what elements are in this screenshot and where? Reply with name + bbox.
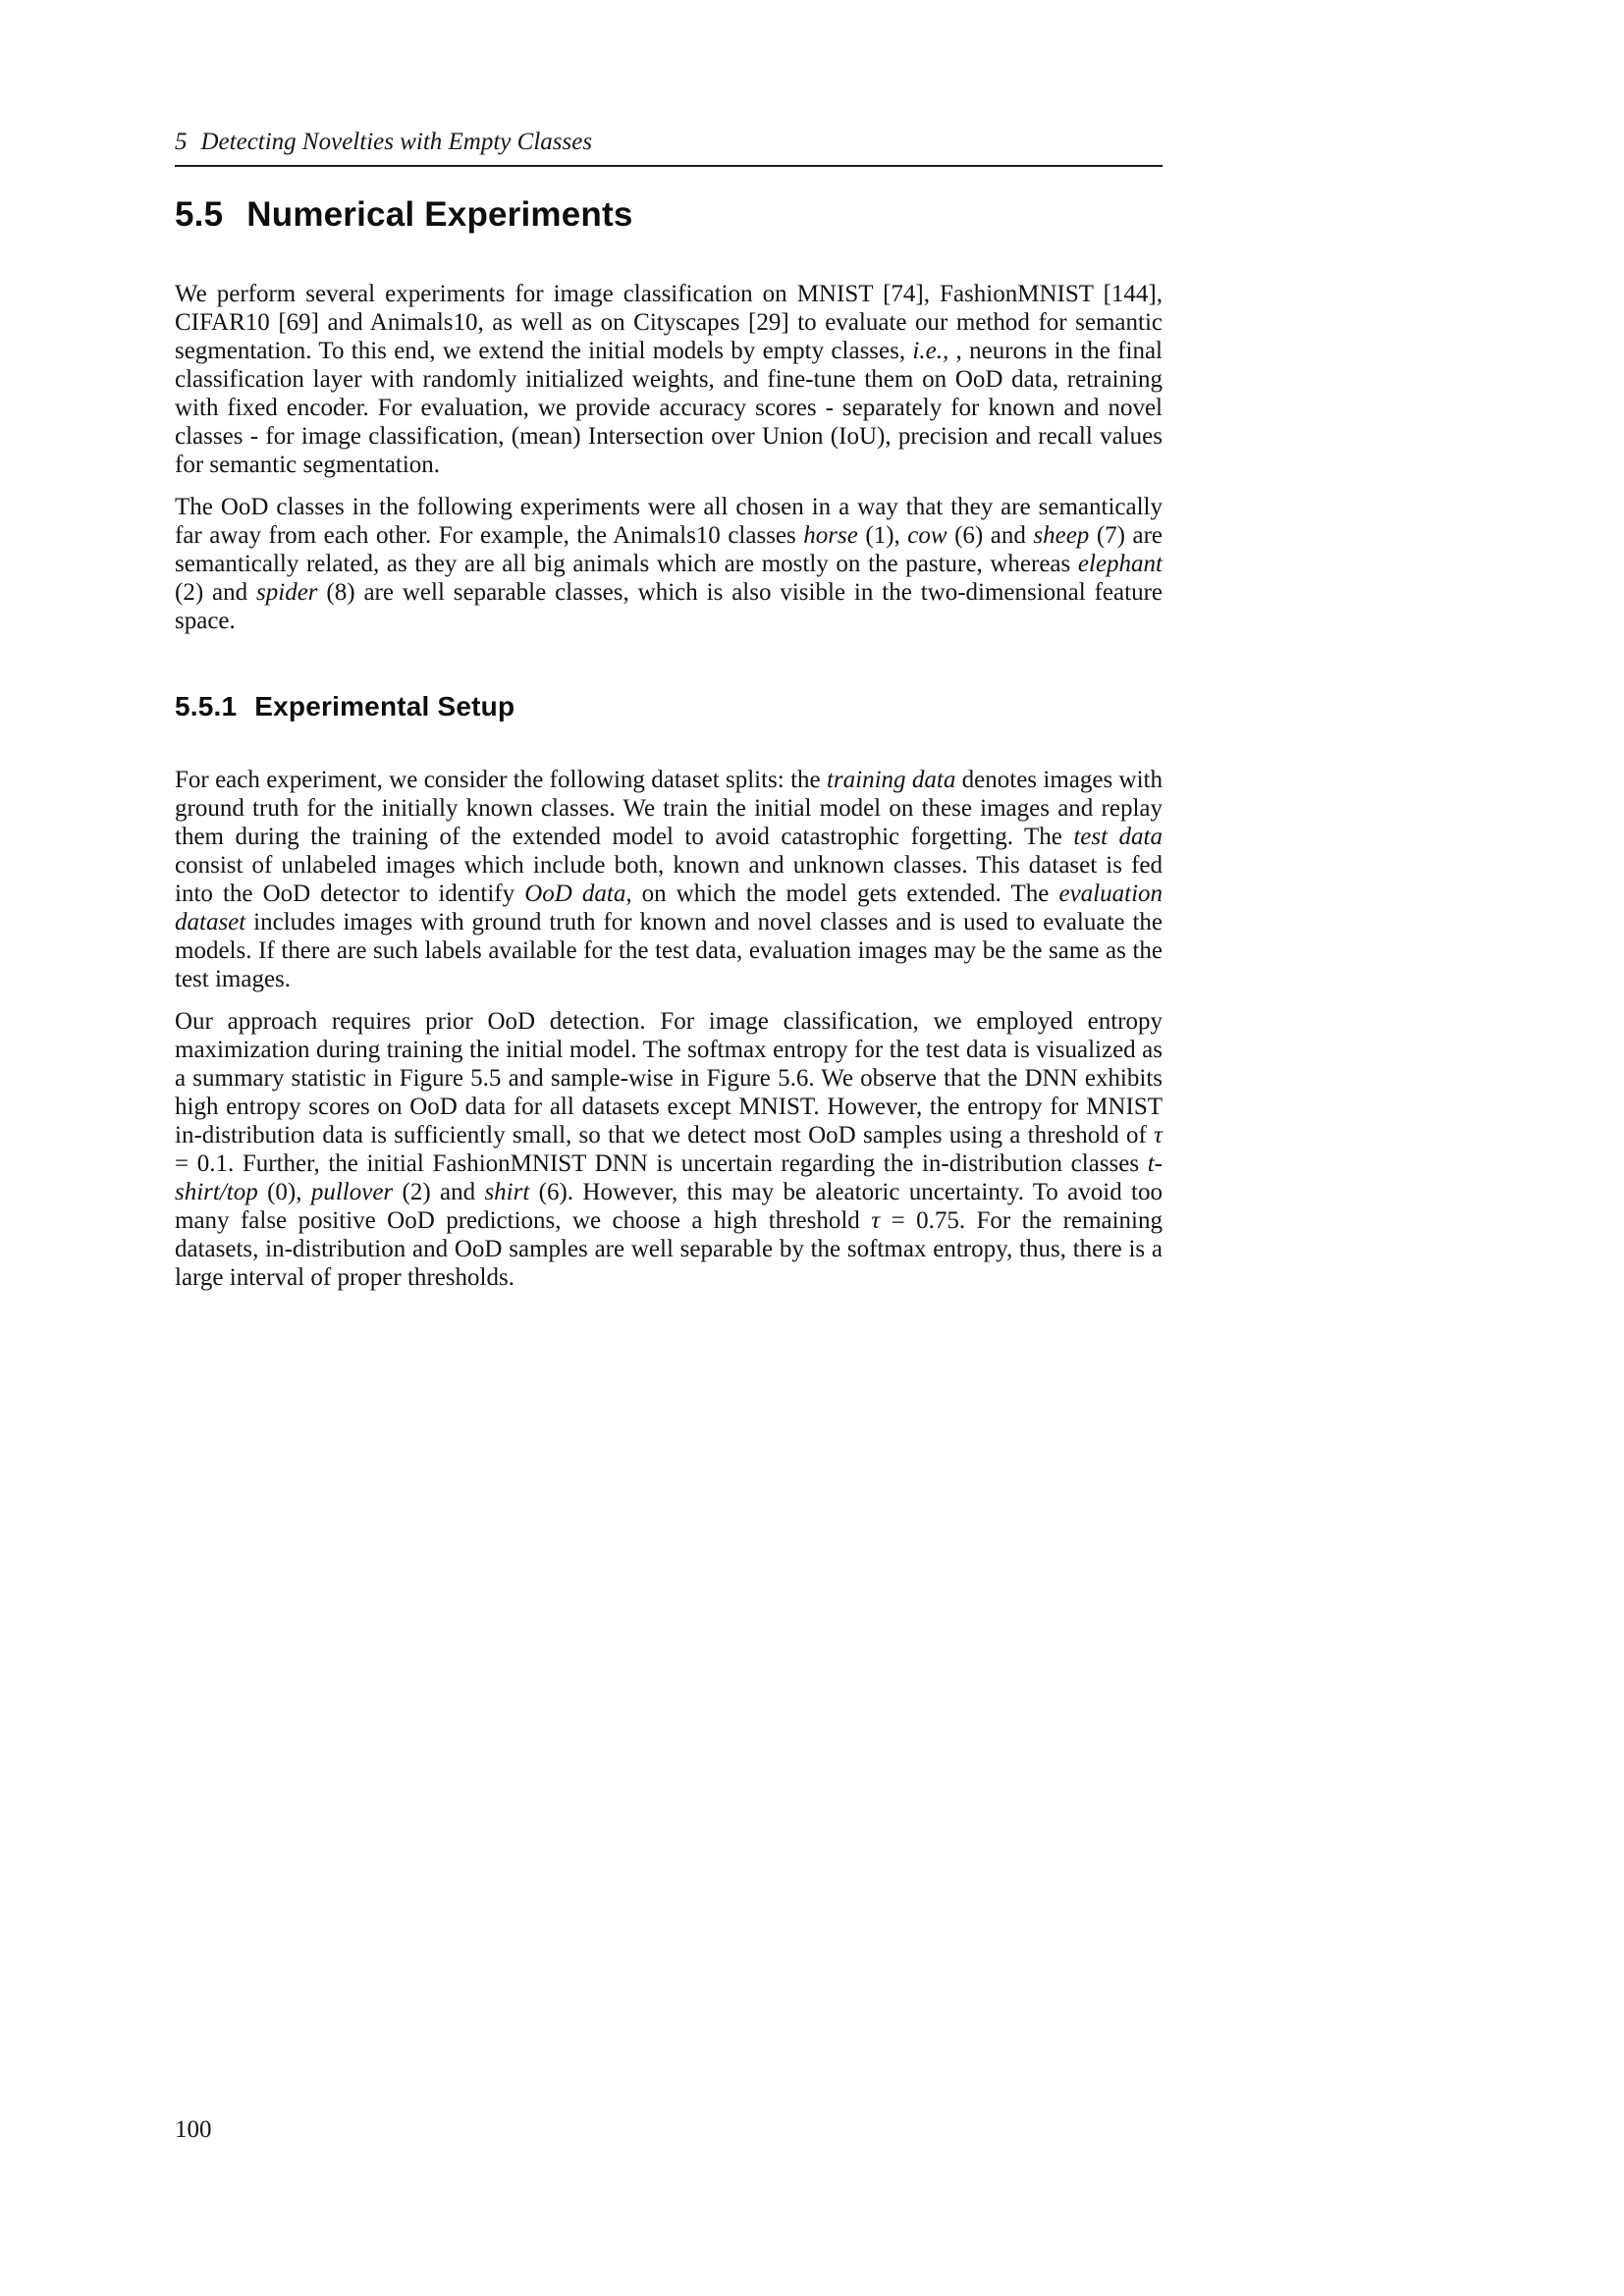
paragraph-experiments-overview: We perform several experiments for image classification on MNIST [74], FashionMNIST [144], CIFAR10 [69] and Animals10, as well as on Cityscapes [29] to evaluate our method for semantic segmentation. To this end, we extend the initial models by empty classes, i.e., , neurons in the final classification layer with randomly initialized weights, and fine-tune them on OoD data, retraining with fixed encoder. For evaluation, we provide accuracy scores - separately for known and novel classes - for image classification, (mean) Intersection over Union (IoU), precision and recall values for semantic segmentation. bbox=[175, 281, 1164, 478]
paragraph-dataset-splits: For each experiment, we consider the following dataset splits: the training data denotes images with ground truth for the initially known classes. We train the initial model on these images and replay them during the training of the extended model to avoid catastrophic forgetting. The test data consist of unlabeled images which include both, known and unknown classes. This dataset is fed into the OoD detector to identify OoD data, on which the model gets extended. The evaluation dataset includes images with ground truth for known and novel classes and is used to evaluate the models. If there are such labels available for the test data, evaluation images may be the same as the test images. bbox=[175, 766, 1164, 992]
section-heading bbox=[175, 196, 1163, 235]
page-number: 100 bbox=[175, 2116, 212, 2143]
subsection-title: Experimental Setup bbox=[254, 691, 515, 721]
section-title: Numerical Experiments bbox=[246, 194, 633, 234]
running-header-chapter-number: 5 bbox=[175, 129, 188, 155]
paragraph-ood-detection: Our approach requires prior OoD detection. For image classification, we employed entropy maximization during training the initial model. The softmax entropy for the test data is visualized as a summary statistic in Figure 5.5 and sample-wise in Figure 5.6. We observe that the DNN exhibits high entropy scores on OoD data for all datasets except MNIST. However, the entropy for MNIST in-distribution data is sufficiently small, so that we detect most OoD samples using a threshold of τ = 0.1. Further, the initial FashionMNIST DNN is uncertain regarding the in-distribution classes t-shirt/top (0), pullover (2) and shirt (6). However, this may be aleatoric uncertainty. To avoid too many false positive OoD predictions, we choose a high threshold τ = 0.75. For the remaining datasets, in-distribution and OoD samples are well separable by the softmax entropy, thus, there is a large interval of proper thresholds. bbox=[175, 1007, 1164, 1291]
text-column bbox=[175, 0, 1163, 1292]
paragraph-ood-classes: The OoD classes in the following experiments were all chosen in a way that they are semantically far away from each other. For example, the Animals10 classes horse (1), cow (6) and sheep (7) are semantically related, as they are all big animals which are mostly on the pasture, whereas elephant (2) and spider (8) are well separable classes, which is also visible in the two-dimensional feature space. bbox=[175, 494, 1164, 634]
subsection-number: 5.5.1 bbox=[175, 691, 238, 721]
subsection-heading bbox=[175, 692, 1163, 722]
running-header-title: Detecting Novelties with Empty Classes bbox=[200, 129, 593, 155]
running-header bbox=[175, 129, 1163, 167]
section-number: 5.5 bbox=[175, 194, 224, 234]
